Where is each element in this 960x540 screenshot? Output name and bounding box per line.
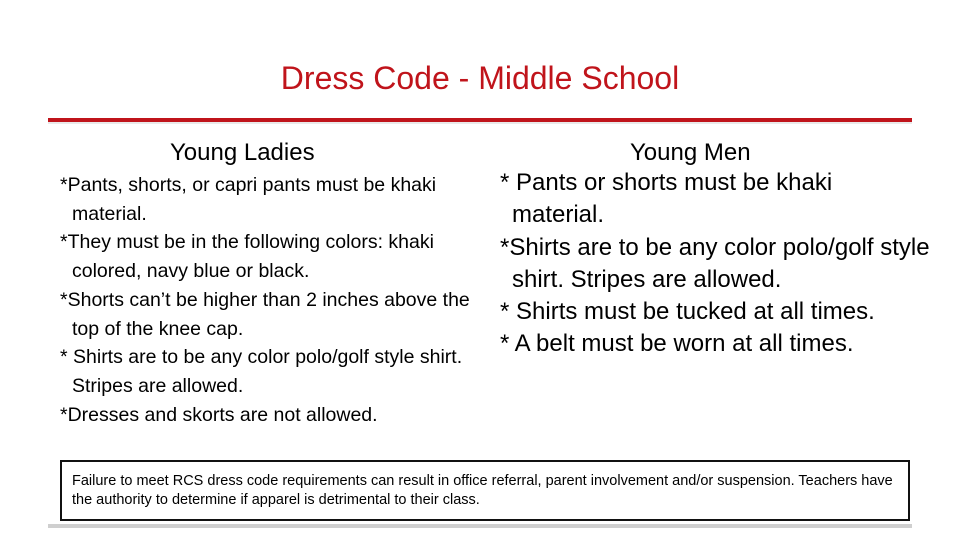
young-men-heading: Young Men <box>630 139 751 166</box>
young-men-list <box>500 167 930 361</box>
young-men-item: * A belt must be worn at all times. <box>500 330 854 358</box>
young-men-item: *Shirts are to be any color polo/golf style shirt. Stripes are allowed. <box>500 233 930 293</box>
slide-title: Dress Code - Middle School <box>280 60 680 96</box>
young-men-item: * Pants or shorts must be khaki material. <box>500 169 833 229</box>
young-ladies-item: *Dresses and skorts are not allowed. <box>60 403 378 426</box>
title-divider-shadow <box>48 122 912 124</box>
bottom-bar <box>48 524 912 528</box>
notice-box <box>60 460 910 521</box>
young-ladies-item: *Shorts can’t be higher than 2 inches above the top of the knee cap. <box>60 288 470 340</box>
young-men-item: * Shirts must be tucked at all times. <box>500 298 875 326</box>
young-ladies-item: *Pants, shorts, or capri pants must be khaki material. <box>60 174 437 225</box>
young-ladies-list <box>60 171 480 429</box>
young-ladies-item: * Shirts are to be any color polo/golf style shirt. Stripes are allowed. <box>60 346 463 397</box>
notice-text: Failure to meet RCS dress code requirements can result in office referral, parent involvement and/or suspension. Teachers have the authority to determine if apparel is detrimental to their class. <box>72 473 893 508</box>
young-ladies-heading: Young Ladies <box>170 139 315 166</box>
young-ladies-item: *They must be in the following colors: khaki colored, navy blue or black. <box>60 231 434 283</box>
